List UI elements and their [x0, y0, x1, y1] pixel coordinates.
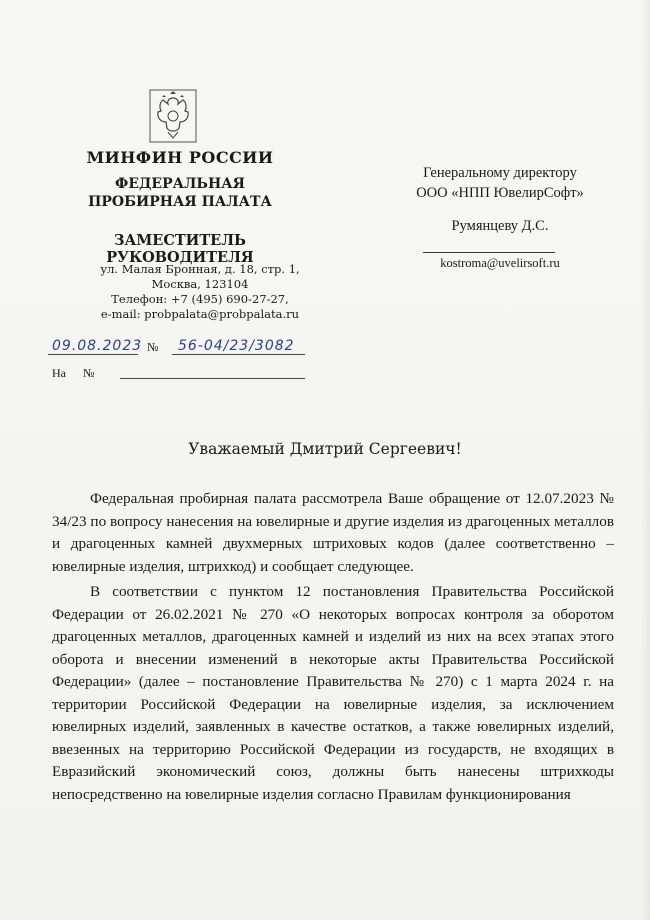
date-underline	[48, 354, 138, 355]
recipient-company: ООО «НПП ЮвелирСофт»	[416, 185, 584, 201]
recipient-email: kostroma@uvelirsoft.ru	[440, 256, 560, 270]
reply-to-label: На	[52, 366, 66, 380]
recipient-divider	[423, 252, 555, 253]
address-city: Москва, 123104	[151, 277, 249, 291]
recipient-name: Румянцеву Д.С.	[451, 218, 549, 234]
page-edge-shadow	[640, 0, 650, 920]
number-underline	[172, 354, 305, 355]
agency-name-line2: ПРОБИРНАЯ ПАЛАТА	[88, 194, 272, 210]
coat-of-arms-emblem	[148, 88, 198, 144]
ministry-name: МИНФИН РОССИИ	[86, 148, 274, 167]
letter-body	[52, 488, 614, 809]
registration-number: 56-04/23/3082	[178, 338, 295, 354]
paragraph: Федеральная пробирная палата рассмотрела Ваше обращение от 12.07.2023 № 34/23 по вопросу нанесения на ювелирные и другие изделия из драгоценных металлов и драгоценных камней двухмерных штриховых кодов (далее соответственно – ювелирные изделия, штрихкод) и сообщает следующее.	[52, 490, 614, 575]
address-email: e-mail: probpalata@probpalata.ru	[100, 307, 300, 321]
greeting: Уважаемый Дмитрий Сергеевич!	[188, 440, 462, 458]
address-phone: Телефон: +7 (495) 690-27-27,	[111, 292, 289, 306]
agency-name-line1: ФЕДЕРАЛЬНАЯ	[115, 176, 245, 192]
agency-name	[80, 175, 280, 211]
address-street: ул. Малая Бронная, д. 18, стр. 1,	[100, 262, 300, 276]
reply-to-underline	[120, 378, 305, 379]
sender-address	[80, 262, 320, 322]
recipient-block	[390, 163, 610, 203]
signatory-position: ЗАМЕСТИТЕЛЬ РУКОВОДИТЕЛЯ	[106, 232, 254, 266]
number-label: №	[147, 340, 159, 354]
recipient-title: Генеральному директору	[423, 165, 577, 181]
reply-to-number-label: №	[83, 366, 95, 380]
registration-date: 09.08.2023	[52, 338, 143, 354]
paragraph: В соответствии с пунктом 12 постановления Правительства Российской Федерации от 26.02.2021 № 270 «О некоторых вопросах контроля за оборотом драгоценных металлов, драгоценных камней и изделий из них на всех этапах этого оборота и внесении изменений в некоторые акты Правительства Российской Федерации» (далее – постановление Правительства № 270) с 1 марта 2024 г. на территории Российской Федерации на ювелирные изделия, за исключением ювелирных изделий, заявленных в качестве остатков, а также ювелирных изделий, ввезенных на территорию Российской Федерации из государств, не входящих в Евразийский экономический союз, должны быть нанесены штрихкоды непосредственно на ювелирные изделия согласно Правилам функционирования	[52, 583, 614, 803]
